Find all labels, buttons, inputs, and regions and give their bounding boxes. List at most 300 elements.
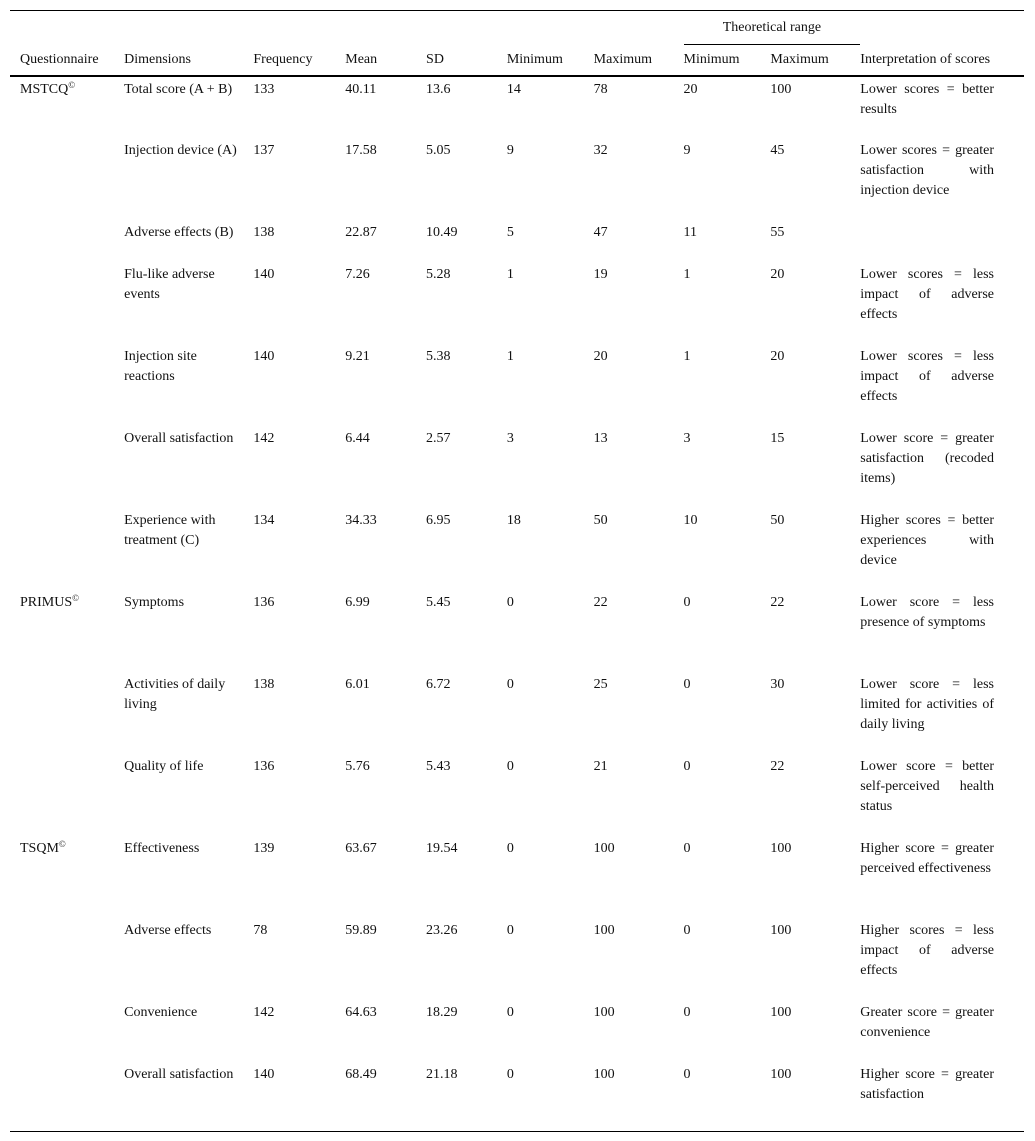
cell-theo-maximum-text: 20 — [770, 267, 785, 282]
cell-sd-text: 21.18 — [426, 1067, 458, 1082]
cell-theo-minimum-text: 3 — [683, 431, 691, 446]
cell-theo-minimum — [684, 76, 771, 138]
cell-dimension — [124, 1062, 253, 1124]
cell-mean — [345, 262, 426, 344]
cell-dimension-text: Overall satisfaction — [124, 431, 234, 446]
cell-theo-maximum-text: 50 — [770, 513, 785, 528]
cell-sd — [426, 754, 507, 836]
cell-theo-minimum — [684, 754, 771, 836]
cell-theo-minimum-text: 1 — [683, 267, 691, 282]
cell-theo-maximum-text: 30 — [770, 677, 785, 692]
cell-interpretation-text: Lower score = greater satisfaction (recoded items) — [860, 431, 994, 486]
cell-minimum — [507, 590, 594, 672]
cell-theo-minimum — [684, 262, 771, 344]
cell-frequency — [253, 344, 345, 426]
cell-sd-text: 23.26 — [426, 923, 458, 938]
cell-mean-text: 17.58 — [345, 143, 377, 158]
cell-minimum — [507, 262, 594, 344]
cell-frequency-text: 140 — [253, 1067, 275, 1082]
theoretical-range-header: Theoretical range — [684, 11, 861, 45]
cell-theo-minimum-text: 20 — [683, 82, 698, 97]
cell-interpretation — [860, 508, 1024, 590]
cell-theo-maximum — [770, 1000, 860, 1062]
cell-theo-minimum-text: 9 — [683, 143, 691, 158]
cell-maximum-text: 100 — [593, 841, 615, 856]
col-frequency: Frequency — [253, 45, 345, 77]
cell-interpretation-text: Lower scores = greater satisfaction with injection device — [860, 143, 994, 198]
cell-interpretation-text: Lower score = less limited for activities of daily living — [860, 677, 994, 732]
cell-mean — [345, 836, 426, 918]
cell-sd-text: 6.72 — [426, 677, 451, 692]
cell-minimum-text: 1 — [506, 349, 514, 364]
cell-theo-minimum-text: 0 — [683, 923, 691, 938]
table-row — [10, 1062, 1024, 1124]
cell-sd-text: 6.95 — [426, 513, 451, 528]
cell-dimension — [124, 1000, 253, 1062]
cell-maximum-text: 25 — [593, 677, 608, 692]
table-header — [10, 11, 1024, 76]
cell-sd-text: 19.54 — [426, 841, 458, 856]
cell-dimension — [124, 76, 253, 138]
cell-theo-maximum — [770, 344, 860, 426]
cell-interpretation — [860, 426, 1024, 508]
col-maximum: Maximum — [594, 45, 684, 77]
cell-frequency-text: 142 — [253, 1005, 275, 1020]
cell-theo-maximum — [770, 672, 860, 754]
cell-minimum — [507, 344, 594, 426]
col-mean: Mean — [345, 45, 426, 77]
cell-dimension-text: Activities of daily living — [124, 677, 226, 712]
cell-dimension — [124, 918, 253, 1000]
table-row — [10, 138, 1024, 220]
cell-interpretation-text: Higher scores = better experiences with device — [860, 513, 994, 568]
col-minimum: Minimum — [507, 45, 594, 77]
cell-maximum-text: 20 — [593, 349, 608, 364]
cell-theo-minimum-text: 0 — [683, 841, 691, 856]
cell-questionnaire — [10, 344, 124, 426]
cell-maximum — [594, 344, 684, 426]
col-questionnaire: Questionnaire — [10, 45, 124, 77]
cell-theo-maximum-text: 100 — [770, 1005, 792, 1020]
cell-sd-text: 5.28 — [426, 267, 451, 282]
cell-interpretation — [860, 918, 1024, 1000]
results-table-container — [10, 10, 1024, 1132]
cell-theo-maximum — [770, 836, 860, 918]
cell-sd — [426, 1062, 507, 1124]
cell-theo-maximum-text: 100 — [770, 841, 792, 856]
cell-questionnaire — [10, 220, 124, 262]
cell-theo-maximum — [770, 262, 860, 344]
cell-mean-text: 59.89 — [345, 923, 377, 938]
cell-minimum — [507, 672, 594, 754]
cell-frequency-text: 140 — [253, 349, 275, 364]
cell-theo-minimum — [684, 1062, 771, 1124]
cell-mean-text: 6.44 — [345, 431, 370, 446]
cell-mean-text: 64.63 — [345, 1005, 377, 1020]
col-interpretation: Interpretation of scores — [860, 45, 1024, 77]
cell-frequency — [253, 1062, 345, 1124]
copyright-mark: © — [68, 80, 76, 90]
cell-maximum — [594, 508, 684, 590]
cell-minimum-text: 0 — [506, 1067, 514, 1082]
cell-frequency — [253, 754, 345, 836]
cell-mean — [345, 220, 426, 262]
cell-sd-text: 5.05 — [426, 143, 451, 158]
cell-sd-text: 10.49 — [426, 225, 458, 240]
col-theo-maximum: Maximum — [770, 45, 860, 77]
cell-dimension-text: Convenience — [124, 1005, 198, 1020]
cell-theo-minimum-text: 11 — [683, 225, 698, 240]
cell-sd-text: 5.45 — [426, 595, 451, 610]
cell-interpretation — [860, 220, 1024, 262]
cell-dimension-text: Adverse effects (B) — [124, 225, 234, 240]
cell-theo-maximum — [770, 76, 860, 138]
cell-interpretation-text: Lower score = less presence of symptoms — [860, 595, 994, 630]
cell-theo-minimum-text: 0 — [683, 595, 691, 610]
cell-dimension — [124, 836, 253, 918]
cell-maximum — [594, 672, 684, 754]
table-row — [10, 508, 1024, 590]
cell-frequency-text: 139 — [253, 841, 275, 856]
cell-theo-minimum — [684, 836, 771, 918]
cell-interpretation — [860, 1062, 1024, 1124]
questionnaire-results-table — [10, 11, 1024, 1124]
cell-mean — [345, 508, 426, 590]
cell-minimum — [507, 1000, 594, 1062]
cell-questionnaire — [10, 426, 124, 508]
cell-mean-text: 22.87 — [345, 225, 377, 240]
cell-sd — [426, 138, 507, 220]
cell-maximum-text: 50 — [593, 513, 608, 528]
cell-theo-maximum-text: 100 — [770, 82, 792, 97]
cell-frequency — [253, 1000, 345, 1062]
cell-theo-maximum — [770, 590, 860, 672]
cell-maximum — [594, 76, 684, 138]
cell-mean-text: 40.11 — [345, 82, 377, 97]
cell-theo-minimum-text: 0 — [683, 677, 691, 692]
cell-frequency-text: 140 — [253, 267, 275, 282]
cell-dimension-text: Injection device (A) — [124, 143, 237, 158]
table-row — [10, 918, 1024, 1000]
cell-sd — [426, 426, 507, 508]
table-row — [10, 672, 1024, 754]
cell-interpretation-text: Lower scores = better results — [860, 82, 994, 117]
cell-sd — [426, 1000, 507, 1062]
table-row — [10, 344, 1024, 426]
cell-theo-maximum-text: 100 — [770, 1067, 792, 1082]
cell-interpretation — [860, 262, 1024, 344]
cell-frequency — [253, 508, 345, 590]
cell-theo-minimum — [684, 426, 771, 508]
cell-sd-text: 5.38 — [426, 349, 451, 364]
cell-dimension-text: Quality of life — [124, 759, 204, 774]
cell-theo-minimum-text: 1 — [683, 349, 691, 364]
cell-minimum — [507, 220, 594, 262]
cell-interpretation — [860, 754, 1024, 836]
cell-sd — [426, 344, 507, 426]
cell-dimension-text: Overall satisfaction — [124, 1067, 234, 1082]
cell-questionnaire-text: PRIMUS — [20, 595, 73, 610]
cell-mean-text: 9.21 — [345, 349, 370, 364]
cell-maximum — [594, 918, 684, 1000]
cell-sd — [426, 508, 507, 590]
cell-theo-maximum-text: 22 — [770, 595, 785, 610]
cell-theo-maximum-text: 15 — [770, 431, 785, 446]
cell-minimum-text: 0 — [506, 759, 514, 774]
cell-mean-text: 63.67 — [345, 841, 377, 856]
cell-questionnaire — [10, 76, 124, 138]
cell-theo-maximum — [770, 918, 860, 1000]
cell-sd — [426, 590, 507, 672]
cell-minimum — [507, 508, 594, 590]
cell-frequency — [253, 76, 345, 138]
cell-maximum — [594, 836, 684, 918]
cell-mean-text: 34.33 — [345, 513, 377, 528]
cell-sd — [426, 220, 507, 262]
cell-sd — [426, 672, 507, 754]
table-row — [10, 754, 1024, 836]
cell-maximum-text: 21 — [593, 759, 608, 774]
cell-frequency — [253, 426, 345, 508]
table-row — [10, 220, 1024, 262]
cell-theo-maximum-text: 100 — [770, 923, 792, 938]
cell-minimum-text: 3 — [506, 431, 514, 446]
cell-dimension — [124, 672, 253, 754]
cell-dimension-text: Symptoms — [124, 595, 185, 610]
cell-maximum — [594, 1062, 684, 1124]
cell-dimension-text: Flu-like adverse events — [124, 267, 215, 302]
cell-minimum-text: 0 — [506, 677, 514, 692]
cell-maximum-text: 100 — [593, 1067, 615, 1082]
cell-interpretation-text: Higher score = greater perceived effectiveness — [860, 841, 994, 876]
cell-maximum-text: 13 — [593, 431, 608, 446]
cell-mean-text: 6.01 — [345, 677, 370, 692]
cell-theo-maximum — [770, 754, 860, 836]
cell-theo-minimum — [684, 508, 771, 590]
cell-minimum — [507, 754, 594, 836]
cell-minimum — [507, 836, 594, 918]
cell-frequency — [253, 836, 345, 918]
cell-frequency-text: 138 — [253, 677, 275, 692]
cell-minimum — [507, 1062, 594, 1124]
cell-minimum-text: 18 — [506, 513, 521, 528]
cell-dimension — [124, 262, 253, 344]
cell-questionnaire — [10, 672, 124, 754]
cell-sd-text: 2.57 — [426, 431, 451, 446]
cell-interpretation — [860, 344, 1024, 426]
cell-mean — [345, 1062, 426, 1124]
cell-theo-minimum-text: 0 — [683, 1067, 691, 1082]
cell-interpretation-text: Lower scores = less impact of adverse effects — [860, 267, 994, 322]
cell-interpretation-text: Lower score = better self-perceived health status — [860, 759, 994, 814]
cell-frequency — [253, 138, 345, 220]
cell-frequency-text: 133 — [253, 82, 275, 97]
header-spacer — [10, 11, 684, 45]
cell-maximum — [594, 138, 684, 220]
cell-mean-text: 68.49 — [345, 1067, 377, 1082]
cell-frequency-text: 78 — [253, 923, 268, 938]
cell-frequency — [253, 220, 345, 262]
cell-sd-text: 18.29 — [426, 1005, 458, 1020]
cell-maximum-text: 78 — [593, 82, 608, 97]
cell-maximum — [594, 262, 684, 344]
cell-frequency — [253, 918, 345, 1000]
header-spacer-right — [860, 11, 1024, 45]
cell-maximum — [594, 426, 684, 508]
cell-sd — [426, 836, 507, 918]
cell-mean — [345, 672, 426, 754]
cell-questionnaire — [10, 262, 124, 344]
cell-minimum-text: 14 — [506, 82, 521, 97]
col-theo-minimum: Minimum — [684, 45, 771, 77]
cell-theo-minimum — [684, 1000, 771, 1062]
cell-maximum — [594, 590, 684, 672]
cell-dimension — [124, 426, 253, 508]
cell-minimum-text: 1 — [506, 267, 514, 282]
cell-theo-maximum — [770, 1062, 860, 1124]
cell-minimum — [507, 426, 594, 508]
cell-dimension-text: Adverse effects — [124, 923, 212, 938]
cell-maximum-text: 100 — [593, 923, 615, 938]
cell-dimension — [124, 508, 253, 590]
cell-mean — [345, 344, 426, 426]
cell-maximum-text: 19 — [593, 267, 608, 282]
cell-mean — [345, 590, 426, 672]
col-sd: SD — [426, 45, 507, 77]
cell-maximum — [594, 754, 684, 836]
cell-frequency — [253, 672, 345, 754]
cell-dimension-text: Experience with treatment (C) — [124, 513, 216, 548]
cell-maximum-text: 47 — [593, 225, 608, 240]
cell-theo-minimum-text: 0 — [683, 1005, 691, 1020]
cell-theo-maximum — [770, 138, 860, 220]
cell-maximum-text: 32 — [593, 143, 608, 158]
cell-sd — [426, 262, 507, 344]
cell-mean — [345, 76, 426, 138]
cell-dimension — [124, 754, 253, 836]
cell-sd-text: 13.6 — [426, 82, 451, 97]
cell-theo-minimum-text: 10 — [683, 513, 698, 528]
cell-theo-minimum — [684, 590, 771, 672]
table-row — [10, 262, 1024, 344]
cell-questionnaire — [10, 836, 124, 918]
copyright-mark: © — [58, 839, 66, 849]
cell-dimension — [124, 344, 253, 426]
cell-interpretation-text: Higher scores = less impact of adverse effects — [860, 923, 994, 978]
table-row — [10, 76, 1024, 138]
cell-mean — [345, 426, 426, 508]
cell-frequency — [253, 590, 345, 672]
cell-theo-maximum — [770, 426, 860, 508]
cell-interpretation — [860, 1000, 1024, 1062]
cell-minimum-text: 5 — [506, 225, 514, 240]
col-dimensions: Dimensions — [124, 45, 253, 77]
cell-minimum-text: 0 — [506, 923, 514, 938]
cell-frequency-text: 138 — [253, 225, 275, 240]
cell-mean — [345, 754, 426, 836]
cell-dimension-text: Total score (A + B) — [124, 82, 233, 97]
cell-theo-maximum-text: 20 — [770, 349, 785, 364]
cell-mean — [345, 918, 426, 1000]
cell-mean — [345, 1000, 426, 1062]
cell-theo-maximum-text: 55 — [770, 225, 785, 240]
cell-frequency-text: 137 — [253, 143, 275, 158]
cell-theo-minimum — [684, 220, 771, 262]
cell-frequency-text: 136 — [253, 759, 275, 774]
table-row — [10, 590, 1024, 672]
cell-dimension — [124, 138, 253, 220]
cell-frequency-text: 134 — [253, 513, 275, 528]
cell-dimension — [124, 590, 253, 672]
cell-mean-text: 7.26 — [345, 267, 370, 282]
cell-maximum — [594, 1000, 684, 1062]
cell-questionnaire — [10, 1062, 124, 1124]
cell-questionnaire-text: TSQM — [20, 841, 59, 856]
cell-theo-minimum-text: 0 — [683, 759, 691, 774]
cell-minimum-text: 0 — [506, 595, 514, 610]
cell-minimum-text: 0 — [506, 841, 514, 856]
cell-theo-minimum — [684, 672, 771, 754]
cell-minimum — [507, 138, 594, 220]
cell-sd-text: 5.43 — [426, 759, 451, 774]
cell-interpretation — [860, 836, 1024, 918]
cell-questionnaire — [10, 508, 124, 590]
cell-questionnaire — [10, 1000, 124, 1062]
cell-theo-maximum-text: 22 — [770, 759, 785, 774]
cell-questionnaire-text: MSTCQ — [20, 82, 69, 97]
cell-mean — [345, 138, 426, 220]
cell-frequency-text: 136 — [253, 595, 275, 610]
cell-sd — [426, 918, 507, 1000]
cell-questionnaire — [10, 918, 124, 1000]
cell-theo-maximum — [770, 508, 860, 590]
cell-frequency — [253, 262, 345, 344]
table-body — [10, 76, 1024, 1124]
table-row — [10, 426, 1024, 508]
cell-minimum — [507, 918, 594, 1000]
cell-minimum-text: 0 — [506, 1005, 514, 1020]
cell-theo-minimum — [684, 344, 771, 426]
table-row — [10, 1000, 1024, 1062]
cell-theo-minimum — [684, 138, 771, 220]
cell-interpretation-text: Greater score = greater convenience — [860, 1005, 994, 1040]
cell-interpretation — [860, 590, 1024, 672]
cell-theo-maximum-text: 45 — [770, 143, 785, 158]
cell-minimum — [507, 76, 594, 138]
table-row — [10, 836, 1024, 918]
copyright-mark: © — [72, 593, 79, 603]
cell-questionnaire — [10, 138, 124, 220]
cell-mean-text: 6.99 — [345, 595, 370, 610]
cell-maximum-text: 100 — [593, 1005, 615, 1020]
cell-questionnaire — [10, 754, 124, 836]
cell-dimension-text: Effectiveness — [124, 841, 200, 856]
cell-frequency-text: 142 — [253, 431, 275, 446]
cell-theo-maximum — [770, 220, 860, 262]
cell-questionnaire — [10, 590, 124, 672]
cell-interpretation — [860, 138, 1024, 220]
cell-maximum — [594, 220, 684, 262]
cell-mean-text: 5.76 — [345, 759, 370, 774]
cell-sd — [426, 76, 507, 138]
cell-maximum-text: 22 — [593, 595, 608, 610]
cell-dimension-text: Injection site reactions — [124, 349, 197, 384]
cell-minimum-text: 9 — [506, 143, 514, 158]
cell-dimension — [124, 220, 253, 262]
cell-interpretation — [860, 76, 1024, 138]
cell-interpretation-text: Lower scores = less impact of adverse effects — [860, 349, 994, 404]
cell-interpretation — [860, 672, 1024, 754]
